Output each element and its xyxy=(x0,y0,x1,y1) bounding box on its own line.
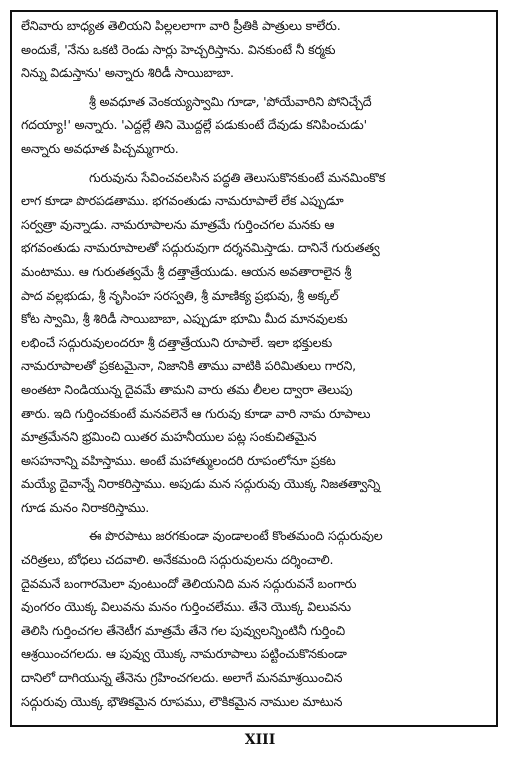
page-number: XIII xyxy=(244,732,276,748)
text-line: లేనివారు బాధ్యత తెలియని పిల్లలలాగా వారి ప్రీతికి పాత్రులు కాలేరు. xyxy=(21,18,341,33)
text-line: దైవమనే బంగారమెలా వుంటుందో తెలియనిది మన సద్గురువనే బంగారు xyxy=(21,575,357,591)
text-line: తెలిసి గుర్తించగల తేనెటీగ మాత్రమే తేనె గల పువ్వులన్నింటినీ గుర్తించి xyxy=(21,622,345,638)
text-line: పాద వల్లభుడు, శ్రీ నృసింహ సరస్వతి, శ్రీ మాణిక్య ప్రభువు, శ్రీ అక్కల్ xyxy=(21,287,339,303)
text-line: ఆశ్రయించగలదు. ఆ పువ్వు యొక్క నామరూపాలు పట్టించుకొనకుండా xyxy=(21,646,347,662)
text-line: అసహనాన్ని వహిస్తాము. అంటే మహాత్ములందరి రూపంలోనూ ప్రకట xyxy=(21,452,336,468)
text-line: సద్గురువు యొక్క భౌతికమైన రూపము, లౌకికమైన నాముల మాటున xyxy=(21,693,343,709)
text-line: అన్నారు అవధూత పిచ్చమ్మగారు. xyxy=(21,140,179,156)
text-line: శ్రీ అవధూత వెంకయ్యస్వామి గూడా, 'పోయేవారిని పోనిచ్చేదే xyxy=(89,93,372,109)
text-line: గూడ మనం నిరాకరిస్తాము. xyxy=(21,499,150,515)
paragraph-2 xyxy=(21,90,497,161)
paragraph-3 xyxy=(21,166,497,520)
text-line: మంటాము. ఆ గురుతత్వమే శ్రీ దత్తాత్రేయుడు. ఆయన అవతారాలైన శ్రీ xyxy=(21,263,352,279)
paragraph-4 xyxy=(21,524,497,713)
page-text xyxy=(21,14,497,718)
text-line: భగవంతుడు నామరూపాలతో సద్గురువుగా దర్శనమిస్తాడు. దానినే గురుతత్వ xyxy=(21,240,380,256)
text-line: తారు. ఇది గుర్తించకుంటే మనవలెనే ఆ గురువు కూడా వారి నామ రూపాలు xyxy=(21,405,371,421)
text-line: సర్వత్రా వున్నాడు. నామరూపాలను మాత్రమే గుర్తించగల మనకు ఆ xyxy=(21,216,335,232)
text-line: దానిలో దాగియున్న తేనెను గ్రహించగలదు. అలాగే మనమాశ్రయించిన xyxy=(21,670,343,686)
text-line: గురువును సేవించవలసిన పద్ధతి తెలుసుకొనకుంటే మనమింకొక xyxy=(89,169,386,185)
text-line: మయ్యే దైవాన్నే నిరాకరిస్తాము. అపుడు మన సద్గురువు యొక్క నిజతత్వాన్ని xyxy=(21,476,380,492)
text-line: లాగ కూడా పొరపడతాము. భగవంతుడు నామరూపాలే లేక ఎప్పుడూ xyxy=(21,193,344,209)
text-line: అందుకే, 'నేను ఒకటి రెండు సార్లు హెచ్చరిస్తాను. వినకుంటే నీ కర్మకు xyxy=(21,41,336,57)
text-line: వుంగరం యొక్క విలువను మనం గుర్తించలేము. తేనె యొక్క విలువను xyxy=(21,599,351,615)
paragraph-1 xyxy=(21,14,497,85)
text-line: లభించే సద్గురువులందరూ శ్రీ దత్తాత్రేయుని రూపాలే. ఇలా భక్తులకు xyxy=(21,334,333,350)
text-line: నామరూపాలతో ప్రకటమైనా, నిజానికి తాము వాటికి పరిమితులు గారని, xyxy=(21,358,356,374)
text-line: అంతటా నిండియున్న దైవమే తామని వారు తమ లీలల ద్వారా తెలుపు xyxy=(21,381,353,397)
text-line: కోట స్వామి, శ్రీ శిరిడీ సాయిబాబా, ఎప్పుడూ భూమి మీద మానవులకు xyxy=(21,311,348,327)
text-line: మాత్రమేనని భ్రమించి యితర మహనీయుల పట్ల సంకుచితమైన xyxy=(21,429,317,445)
text-line: ఈ పొరపాటు జరగకుండా వుండాలంటే కొంతమంది సద్గురువుల xyxy=(89,528,383,544)
text-line: చరిత్రలు, బోధలు చదవాలి. అనేకమంది సద్గురువులను దర్శించాలి. xyxy=(21,552,334,568)
text-line: నిన్ను విడుస్తాను' అన్నారు శిరిడీ సాయిబాబా. xyxy=(21,65,234,81)
text-line: గదయ్యా!' అన్నారు. 'ఎద్దల్లే తిని మొద్దల్లే పడుకుంటే దేవుడు కనిపించుడు' xyxy=(21,117,367,133)
